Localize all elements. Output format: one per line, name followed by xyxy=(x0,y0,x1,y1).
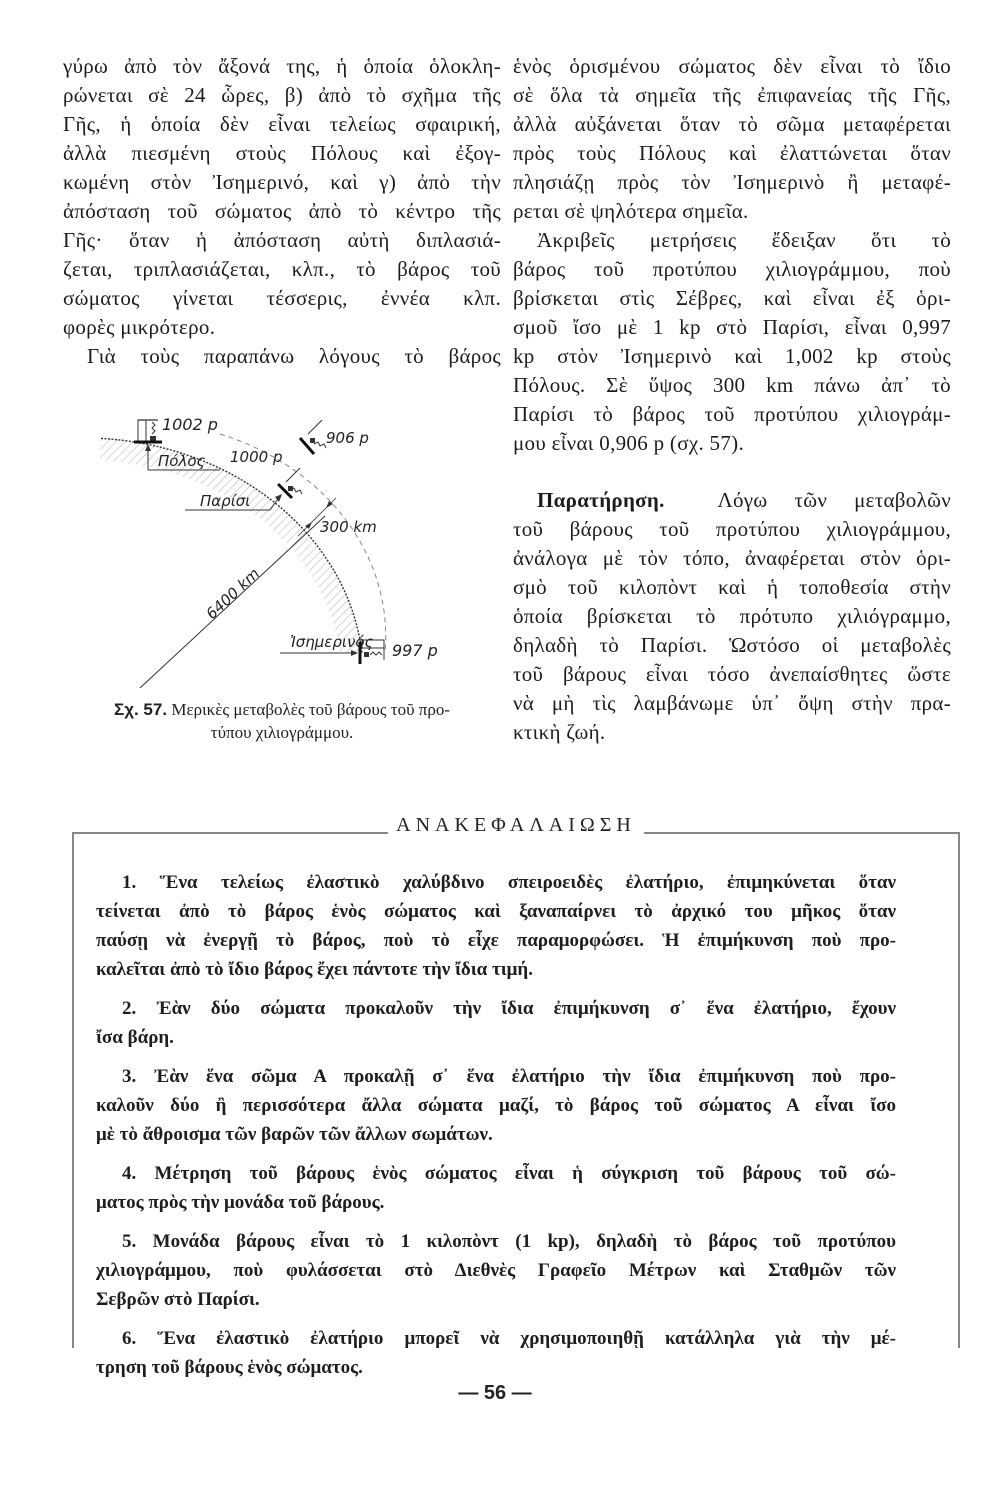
note-first-line: Λόγω τῶν μεταβολῶν xyxy=(717,488,951,512)
text-line: ἑνὸς ὁρισμένου σώματος δὲν εἶναι τὸ ἴδιο xyxy=(513,54,951,78)
text-line: Γιὰ τοὺς παραπάνω λόγους τὸ βάρος xyxy=(87,344,501,368)
text-line: 4. Μέτρηση τοῦ βάρους ἑνὸς σώματος εἶναι ἡ σύγκριση τοῦ βάρους τοῦ σώ- xyxy=(122,1163,896,1184)
figure-57-earth-weight-diagram xyxy=(100,398,480,688)
pole-spring-balance-icon xyxy=(134,420,162,442)
text-line: Σεβρῶν στὸ Παρίσι. xyxy=(96,1289,260,1310)
text-line: 1. Ἕνα τελείως ἐλαστικὸ χαλύβδινο σπειροειδὲς ἐλατήριο, ἐπιμηκύνεται ὅταν xyxy=(122,872,896,893)
summary-header xyxy=(72,814,960,844)
text-line: ζεται, τριπλασιάζεται, κλπ., τὸ βάρος τοῦ xyxy=(63,257,501,281)
text-line: 2. Ἐὰν δύο σώματα προκαλοῦν τὴν ἴδια ἐπιμήκυνση σ᾽ ἕνα ἐλατήριο, ἔχουν xyxy=(122,998,896,1019)
page-number: — 56 — xyxy=(458,1382,532,1404)
text-line: μὲ τὸ ἄθροισμα τῶν βαρῶν τῶν ἄλλων σωμάτων. xyxy=(96,1124,493,1145)
summary-item-4 xyxy=(96,1159,896,1217)
text-line: ἀλλὰ αὐξάνεται ὅταν τὸ σῶμα μεταφέρεται xyxy=(513,112,951,136)
text-line: σμὸ τοῦ κιλοπὸντ καὶ ἡ τοποθεσία στὴν xyxy=(513,575,951,599)
radius-label: 6400 km xyxy=(202,564,264,623)
note-paragraph xyxy=(513,486,951,747)
text-line: ρώνεται σὲ 24 ὧρες, β) ἀπὸ τὸ σχῆμα τῆς xyxy=(63,83,501,107)
text-line: τοῦ βάρους εἶναι τόσο ἀνεπαίσθητες ὥστε xyxy=(513,662,951,686)
text-line: ἀπόσταση τοῦ σώματος ἀπὸ τὸ κέντρο τῆς xyxy=(63,199,501,223)
equator-label: Ἰσημερινός xyxy=(290,633,374,651)
text-line: Γῆς· ὅταν ἡ ἀπόσταση αὐτὴ διπλασιά- xyxy=(63,228,501,252)
text-line: δηλαδὴ τὸ Παρίσι. Ὡστόσο οἱ μεταβολὲς xyxy=(513,633,951,657)
paragraph-measurements xyxy=(513,226,951,458)
text-line: βρίσκεται στὶς Σέβρες, καὶ εἶναι ἐξ ὁρι- xyxy=(513,286,951,310)
text-line: ὁποία βρίσκεται τὸ πρότυπο χιλιόγραμμο, xyxy=(513,604,951,628)
altitude-spring-balance-icon xyxy=(300,420,326,454)
text-line: Ἀκριβεῖς μετρήσεις ἔδειξαν ὅτι τὸ xyxy=(537,228,951,252)
pole-label: Πόλος xyxy=(158,452,206,470)
text-line: kp στὸν Ἰσημερινὸ καὶ 1,002 kp στοὺς xyxy=(513,344,951,368)
text-line: 3. Ἐὰν ἕνα σῶμα Α προκαλῇ σ᾽ ἕνα ἐλατήριο τὴν ἴδια ἐπιμήκυνση ποὺ προ- xyxy=(122,1066,896,1087)
text-line: καλοῦν δύο ἢ περισσότερα ἄλλα σώματα μαζί, τὸ βάρος τοῦ σώματος Α εἶναι ἴσο xyxy=(96,1095,896,1116)
text-line: σμοῦ ἴσο μὲ 1 kp στὸ Παρίσι, εἶναι 0,997 xyxy=(513,315,951,339)
summary-item-6 xyxy=(96,1324,896,1382)
text-line: νὰ μὴ τὶς λαμβάνωμε ὑπ᾽ ὄψη στὴν πρα- xyxy=(513,691,951,715)
pole-weight-label: 1002 p xyxy=(162,415,218,434)
right-column-text xyxy=(513,52,951,747)
text-line: 5. Μονάδα βάρους εἶναι τὸ 1 κιλοπὸντ (1 kp), δηλαδὴ τὸ βάρος τοῦ προτύπου xyxy=(122,1231,896,1252)
caption-text: Μερικὲς μεταβολὲς τοῦ βάρους τοῦ προ- xyxy=(171,700,450,719)
text-line: τοῦ βάρους τοῦ προτύπου χιλιογράμμου, xyxy=(513,517,951,541)
text-line: μου εἶναι 0,906 p (σχ. 57). xyxy=(513,431,744,455)
earth-quadrant-diagram xyxy=(100,398,480,688)
paris-weight-label: 1000 p xyxy=(230,448,283,466)
summary-list xyxy=(96,868,896,1392)
summary-item-5 xyxy=(96,1227,896,1314)
text-line: παύσῃ νὰ ἐνεργῇ τὸ βάρος, ποὺ τὸ εἶχε παραμορφώσει. Ἡ ἐπιμήκυνση ποὺ προ- xyxy=(96,930,896,951)
altitude-weight-label: 906 p xyxy=(326,429,369,447)
text-line: 6. Ἕνα ἐλαστικὸ ἐλατήριο μπορεῖ νὰ χρησιμοποιηθῇ κατάλληλα γιὰ τὴν μέ- xyxy=(122,1328,896,1349)
summary-item-3 xyxy=(96,1062,896,1149)
text-line: ἀλλὰ πιεσμένη στοὺς Πόλους καὶ ἐξογ- xyxy=(63,141,501,165)
text-line: τρηση τοῦ βάρους ἑνὸς σώματος. xyxy=(96,1357,363,1378)
text-line: κτικὴ ζωή. xyxy=(513,720,606,744)
text-line: βάρος τοῦ προτύπου χιλιογράμμου, ποὺ xyxy=(513,257,951,281)
text-line: ρεται σὲ ψηλότερα σημεῖα. xyxy=(513,199,749,223)
figure-number: Σχ. 57. xyxy=(114,700,168,719)
text-line: χιλιογράμμου, ποὺ φυλάσσεται στὸ Διεθνὲς Γραφεῖο Μέτρων καὶ Σταθμῶν τῶν xyxy=(96,1260,896,1281)
text-line: πρὸς τοὺς Πόλους καὶ ἐλαττώνεται ὅταν xyxy=(513,141,951,165)
figure-caption xyxy=(63,698,501,744)
note-label: Παρατήρηση. xyxy=(537,488,665,512)
text-line: σὲ ὅλα τὰ σημεῖα τῆς ἐπιφανείας τῆς Γῆς, xyxy=(513,83,951,107)
text-line: ματος πρὸς τὴν μονάδα τοῦ βάρους. xyxy=(96,1192,385,1213)
caption-line-2: τύπου χιλιογράμμου. xyxy=(210,723,354,742)
text-line xyxy=(513,486,951,515)
text-line: Γῆς, ἡ ὁποία δὲν εἶναι τελείως σφαιρική, xyxy=(63,112,501,136)
summary-item-2 xyxy=(96,994,896,1052)
text-line: πλησιάζῃ πρὸς τὸν Ἰσημερινὸ ἢ μεταφέ- xyxy=(513,170,951,194)
text-line: τείνεται ἀπὸ τὸ βάρος ἑνὸς σώματος καὶ ξαναπαίρνει τὸ ἀρχικό του μῆκος ὅταν xyxy=(96,901,896,922)
summary-item-1 xyxy=(96,868,896,984)
text-line: Παρίσι τὸ βάρος τοῦ προτύπου χιλιογράμ- xyxy=(513,402,951,426)
text-line: Πόλους. Σὲ ὕψος 300 km πάνω ἀπ᾽ τὸ xyxy=(513,373,951,397)
caption-line-1 xyxy=(63,698,501,721)
paragraph-weight-variation xyxy=(513,52,951,226)
equator-weight-label: 997 p xyxy=(392,641,438,660)
text-line: κωμένη στὸν Ἰσημερινό, καὶ γ) ἀπὸ τὴν xyxy=(63,170,501,194)
text-line: ἴσα βάρη. xyxy=(96,1027,174,1048)
text-line: γύρω ἀπὸ τὸν ἄξονά της, ἡ ὁποία ὁλοκλη- xyxy=(63,54,501,78)
text-line: σώματος γίνεται τέσσερις, ἐννέα κλπ. xyxy=(63,286,501,310)
left-column-text xyxy=(63,52,501,371)
altitude-label: 300 km xyxy=(320,518,377,536)
text-line: ἀνάλογα μὲ τὸν τόπο, ἀναφέρεται στὸν ὁρι- xyxy=(513,546,951,570)
text-line: φορὲς μικρότερο. xyxy=(63,315,216,339)
text-line: καλεῖται ἀπὸ τὸ ἴδιο βάρος ἔχει πάντοτε τὴν ἴδια τιμή. xyxy=(96,959,533,980)
paris-label: Παρίσι xyxy=(200,492,251,510)
summary-title: ΑΝΑΚΕΦΑΛΑΙΩΣΗ xyxy=(388,814,644,836)
paris-spring-balance-icon xyxy=(278,468,302,498)
